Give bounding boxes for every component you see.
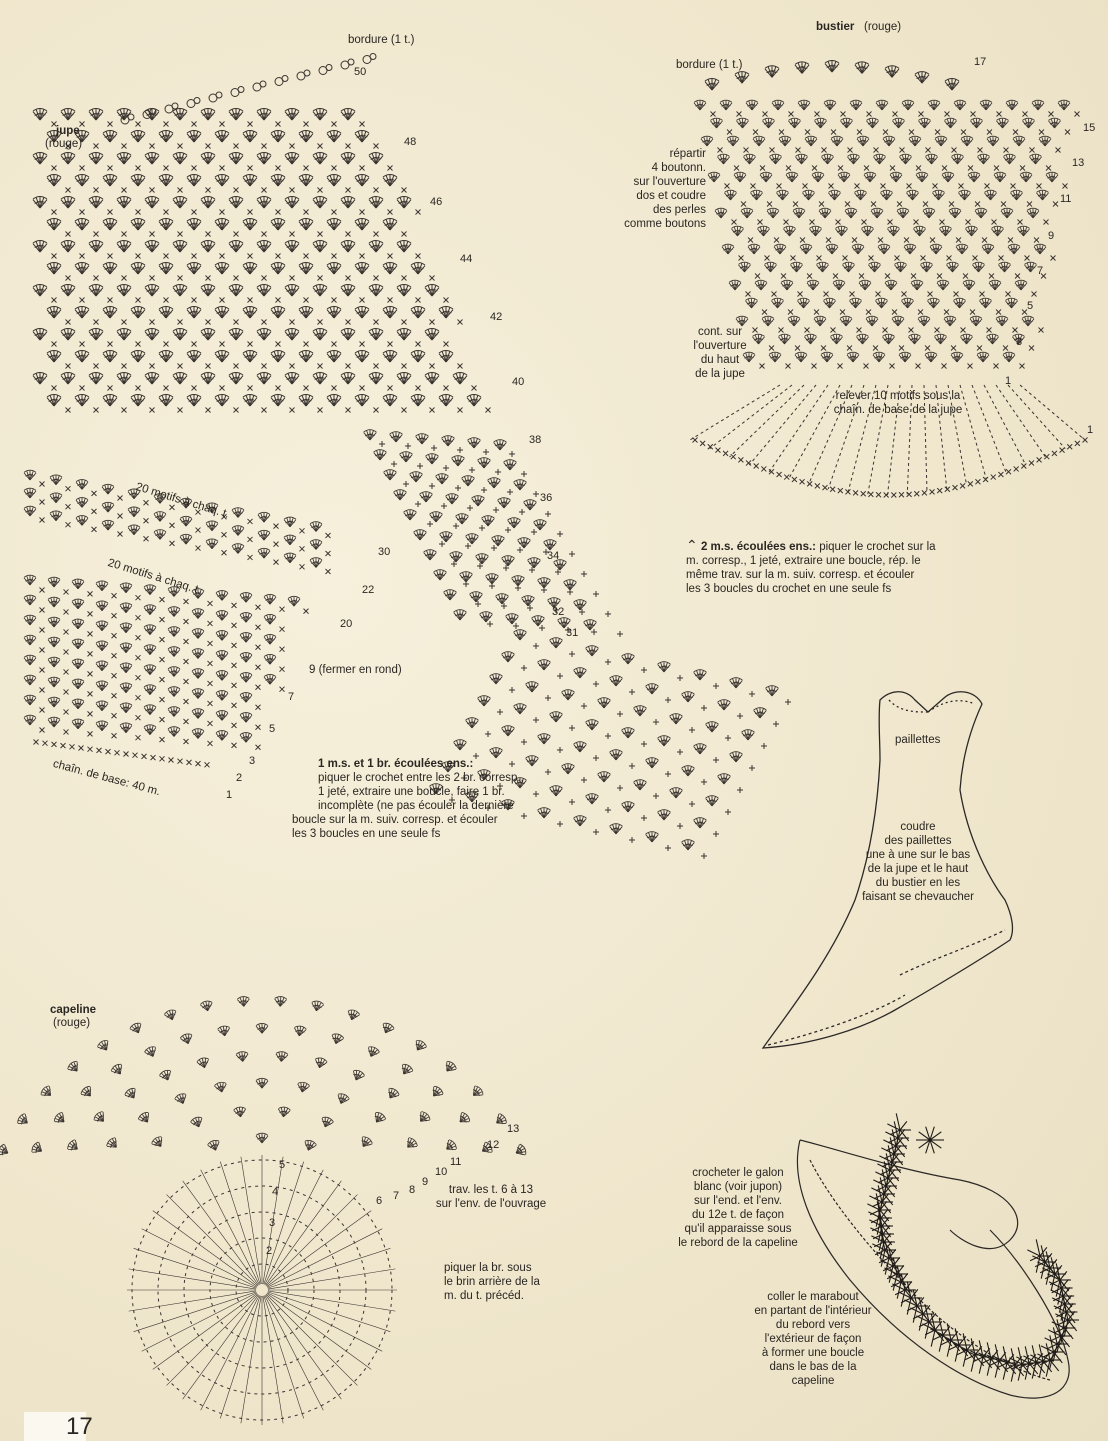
bustier-cont-note: cont. sur l'ouverture du haut de la jupe (693, 326, 747, 380)
capeline-trav-note: trav. les t. 6 à 13 sur l'env. de l'ouvrage (435, 1184, 547, 1210)
page-number: 17 (24, 1412, 86, 1441)
capeline-color: (rouge) (53, 1017, 91, 1029)
jupe-row-50: 50 (354, 66, 367, 78)
bustier-row-11: 11 (1060, 193, 1072, 205)
jupe-motifs-label-1: 20 motifs à chaq. t. (134, 480, 231, 521)
jupe-row-40: 40 (512, 376, 525, 388)
hat-marabout-note: coller le marabout en partant de l'intérieur du rebord vers l'extérieur de façon à former une boucle dans le bas de la capeline (754, 1291, 872, 1387)
capeline-row-7: 7 (393, 1190, 400, 1202)
jupe-color: (rouge) (45, 138, 83, 150)
bustier-title: bustier (816, 21, 855, 33)
bustier-base-row-1: 1 (1087, 424, 1094, 436)
jupe-row-3: 3 (249, 755, 256, 767)
capeline-row-11: 11 (450, 1156, 462, 1168)
bustier-row-5: 5 (1027, 300, 1034, 312)
bustier-diagram (690, 61, 1088, 498)
bustier-row-17: 17 (974, 56, 987, 68)
jupe-row-31: 31 (566, 627, 579, 639)
jupe-row-2: 2 (236, 772, 243, 784)
legend-1ms1br: 1 m.s. et 1 br. écoulées ens.: piquer le crochet entre les 2 br. corresp., 1 jeté, extraire une boucle, faire 1 br. incomplète (ne pas écouler la dernière boucle sur la m. suiv. corresp. et écouler les 3 boucles en une seule fs (292, 758, 524, 840)
marabout-feather (867, 1113, 1079, 1381)
capeline-row-13: 13 (507, 1123, 520, 1135)
jupe-row-48: 48 (404, 136, 417, 148)
bustier-row-13: 13 (1072, 157, 1085, 169)
bustier-buttons-note: répartir 4 boutonn. sur l'ouverture dos et coudre des perles comme boutons (624, 148, 706, 230)
capeline-row-8: 8 (409, 1184, 416, 1196)
capeline-row-2: 2 (266, 1245, 273, 1257)
jupe-row-20: 20 (340, 618, 353, 630)
bustier-row-3: 3 (1016, 336, 1023, 348)
jupe-row-5: 5 (269, 723, 276, 735)
capeline-row-10: 10 (435, 1166, 448, 1178)
jupe-base-chain: chaîn. de base: 40 m. (51, 757, 162, 799)
jupe-motifs-label-2: 20 motifs à chaq. t. (106, 556, 203, 597)
bustier-color: (rouge) (864, 21, 902, 33)
jupe-close-round: 9 (fermer en rond) (309, 664, 402, 676)
jupe-row-34: 34 (547, 550, 560, 562)
jupe-title: jupe (56, 125, 80, 137)
hat-galon-note: crocheter le galon blanc (voir jupon) sur l'end. et l'env. du 12e t. de façon qu'il apparaisse sous le rebord de la capeline (678, 1167, 798, 1249)
capeline-piquer-note: piquer la br. sous le brin arrière de la m. du t. précéd. (444, 1262, 540, 1302)
jupe-row-44: 44 (460, 253, 473, 265)
legend-2ms: ⌃ 2 m.s. écoulées ens.: piquer le crochet sur la m. corresp., 1 jeté, extraire une boucle, rép. le même trav. sur la m. suiv. corresp. et écouler les 3 boucles du crochet en une seule fs (686, 537, 936, 595)
jupe-row-30: 30 (378, 546, 391, 558)
jupe-border-label: bordure (1 t.) (348, 34, 415, 46)
dress-paillettes: paillettes (895, 734, 941, 746)
jupe-row-1: 1 (226, 789, 233, 801)
bustier-row-15: 15 (1083, 122, 1096, 134)
jupe-row-42: 42 (490, 311, 503, 323)
jupe-row-7: 7 (288, 691, 295, 703)
capeline-title: capeline (50, 1004, 97, 1016)
bustier-border-label: bordure (1 t.) (676, 59, 743, 71)
bustier-relever-note: relever 10 motifs sous la chaîn. de base de la jupe (833, 390, 963, 416)
jupe-row-38: 38 (529, 434, 542, 446)
bustier-row-7: 7 (1037, 265, 1044, 277)
jupe-row-46: 46 (430, 196, 443, 208)
capeline-row-3: 3 (269, 1217, 276, 1229)
jupe-row-32: 32 (552, 606, 565, 618)
capeline-row-9: 9 (422, 1176, 429, 1188)
capeline-row-5: 5 (279, 1159, 286, 1171)
jupe-row-36: 36 (540, 492, 553, 504)
dress-note: coudre des paillettes une à une sur le bas de la jupe et le haut du bustier en les faisant se chevaucher (862, 821, 974, 903)
capeline-row-6: 6 (376, 1195, 383, 1207)
jupe-row-22: 22 (362, 584, 375, 596)
bustier-row-1: 1 (1005, 375, 1012, 387)
capeline-row-12: 12 (487, 1139, 500, 1151)
capeline-row-4: 4 (272, 1186, 279, 1198)
bustier-row-9: 9 (1048, 230, 1055, 242)
